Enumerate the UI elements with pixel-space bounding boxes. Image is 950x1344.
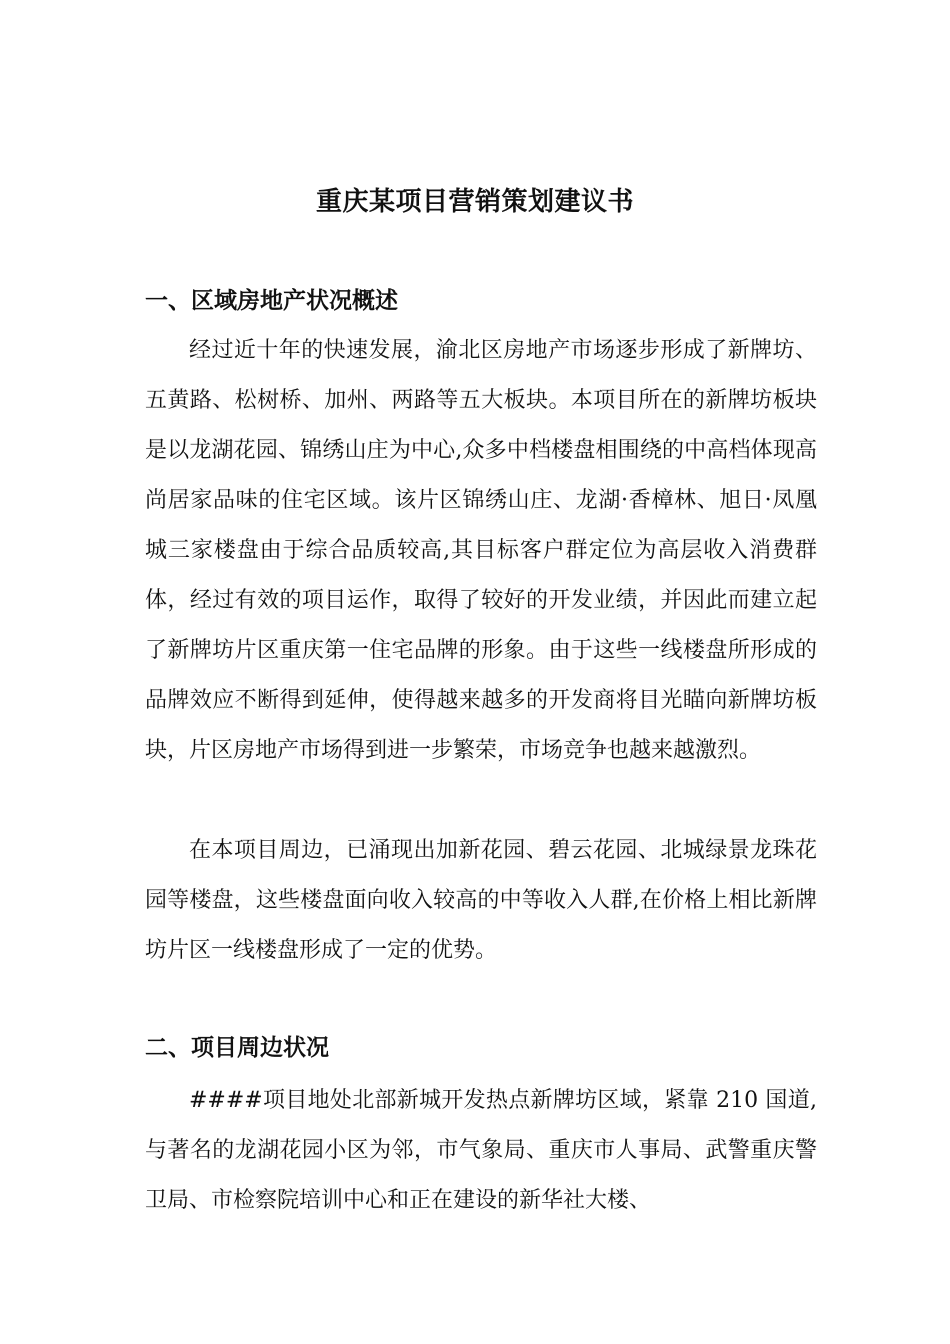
section-heading-regional-overview: 一、区域房地产状况概述	[145, 288, 398, 314]
paragraph-nearby-projects: 在本项目周边，已涌现出加新花园、碧云花园、北城绿景龙珠花园等楼盘，这些楼盘面向收入较高的中等收入人群,在价格上相比新牌坊片区一线楼盘形成了一定的优势。	[145, 838, 817, 963]
paragraph-project-location: ####项目地处北部新城开发热点新牌坊区域，紧靠 210 国道,与著名的龙湖花园小区为邻，市气象局、重庆市人事局、武警重庆警卫局、市检察院培训中心和正在建设的新华社大楼、	[145, 1088, 817, 1213]
document-title: 重庆某项目营销策划建议书	[315, 187, 634, 217]
section-heading-surroundings: 二、项目周边状况	[145, 1035, 329, 1061]
paragraph-regional-market: 经过近十年的快速发展，渝北区房地产市场逐步形成了新牌坊、五黄路、松树桥、加州、两路等五大板块。本项目所在的新牌坊板块是以龙湖花园、锦绣山庄为中心,众多中档楼盘相围绕的中高档体现高尚居家品味的住宅区域。该片区锦绣山庄、龙湖·香樟林、旭日·凤凰城三家楼盘由于综合品质较高,其目标客户群定位为高层收入消费群体，经过有效的项目运作，取得了较好的开发业绩，并因此而建立起了新牌坊片区重庆第一住宅品牌的形象。由于这些一线楼盘所形成的品牌效应不断得到延伸，使得越来越多的开发商将目光瞄向新牌坊板块，片区房地产市场得到进一步繁荣，市场竞争也越来越激烈。	[145, 338, 817, 763]
